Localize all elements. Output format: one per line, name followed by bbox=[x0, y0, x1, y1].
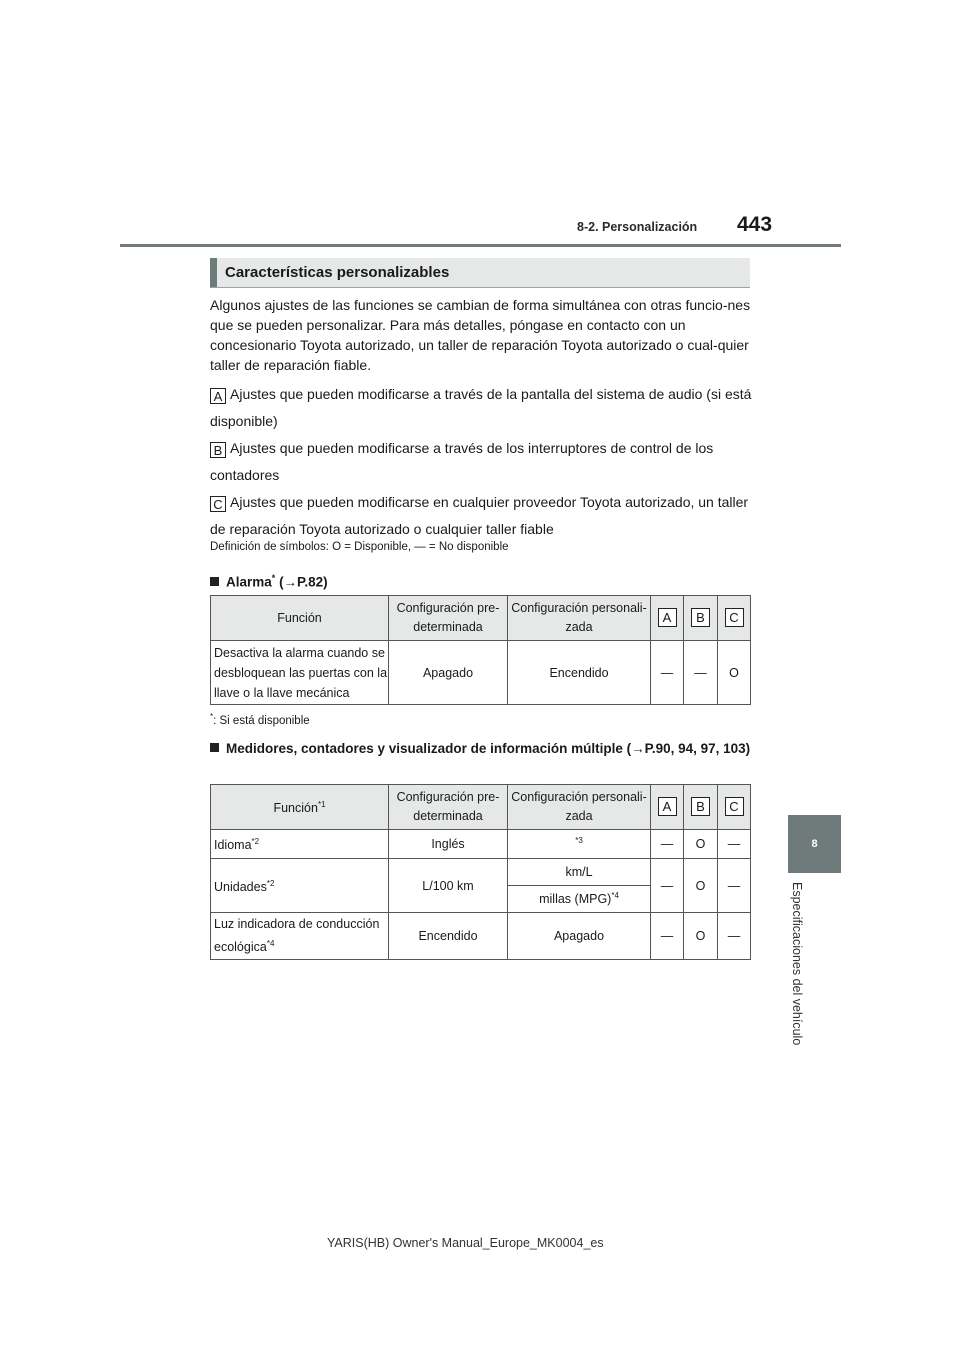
col-b bbox=[684, 785, 718, 830]
meters-table bbox=[210, 784, 751, 960]
legend-item-a bbox=[210, 381, 755, 435]
cell-b: O bbox=[684, 830, 718, 859]
alarm-heading bbox=[210, 568, 750, 593]
col-c bbox=[718, 785, 751, 830]
alarm-table bbox=[210, 595, 751, 705]
section-title: Características personalizables bbox=[225, 264, 450, 281]
section-title-bar bbox=[210, 258, 750, 288]
cell-custom bbox=[508, 830, 651, 859]
cell-custom-text: millas (MPG) bbox=[539, 892, 612, 907]
cell-function-sup: *4 bbox=[266, 939, 275, 949]
section-header: 8-2. Personalización bbox=[577, 220, 698, 234]
cell-custom-sup: *3 bbox=[575, 836, 583, 846]
col-c-box: C bbox=[725, 608, 744, 627]
col-c bbox=[718, 596, 751, 641]
cell-function-sup: *2 bbox=[266, 878, 275, 888]
cell-function-text: Unidades bbox=[214, 880, 267, 895]
cell-custom: Encendido bbox=[508, 641, 651, 705]
legend-text-b: Ajustes que pueden modificarse a través de los interruptores de control de los contadores bbox=[210, 440, 714, 483]
cell-b: O bbox=[684, 859, 718, 913]
col-a-box: A bbox=[658, 608, 677, 627]
cell-c: O bbox=[718, 641, 751, 705]
cell-c: — bbox=[718, 913, 751, 960]
col-function-sup: *1 bbox=[317, 800, 326, 810]
cell-b: O bbox=[684, 913, 718, 960]
legend-text-c: Ajustes que pueden modificarse en cualquier proveedor Toyota autorizado, un taller de reparación Toyota autorizado o cualquier taller fiable bbox=[210, 494, 749, 537]
table-row bbox=[211, 641, 751, 705]
alarm-heading-mark: * bbox=[271, 573, 276, 583]
meters-heading bbox=[210, 739, 754, 759]
col-b-box: B bbox=[691, 797, 710, 816]
cell-custom: km/L bbox=[508, 859, 651, 886]
cell-function-text: Idioma bbox=[214, 838, 252, 853]
table-row bbox=[211, 859, 751, 886]
col-function bbox=[211, 785, 389, 830]
chapter-label bbox=[788, 882, 808, 1062]
bullet-square bbox=[210, 743, 219, 752]
col-c-box: C bbox=[725, 797, 744, 816]
col-function-label: Función bbox=[273, 801, 318, 816]
cell-function bbox=[211, 830, 389, 859]
col-a bbox=[651, 785, 684, 830]
legend-item-b bbox=[210, 435, 755, 489]
footnote-mark: * bbox=[210, 712, 214, 721]
cell-a: — bbox=[651, 830, 684, 859]
bullet-square bbox=[210, 577, 219, 586]
cell-function bbox=[211, 913, 389, 960]
col-function: Función bbox=[211, 596, 389, 641]
legend-item-c bbox=[210, 489, 755, 543]
cell-custom-sup: *4 bbox=[611, 891, 619, 901]
page-number: 443 bbox=[737, 213, 773, 236]
alarm-footnote bbox=[210, 712, 310, 727]
table-row bbox=[211, 830, 751, 859]
col-default: Configuración pre-determinada bbox=[389, 596, 508, 641]
cell-default: Apagado bbox=[389, 641, 508, 705]
cell-b: — bbox=[684, 641, 718, 705]
intro-paragraph: Algunos ajustes de las funciones se cambian de forma simultánea con otras funcio-nes que se pueden personalizar. Para más detalles, póngase en contacto con un concesionario Toyota autorizado, un taller de reparación Toyota autorizado o cual-quier taller de reparación fiable. bbox=[210, 297, 751, 373]
footer-manual-id: YARIS(HB) Owner's Manual_Europe_MK0004_es bbox=[327, 1236, 604, 1250]
col-b bbox=[684, 596, 718, 641]
cell-default: Inglés bbox=[389, 830, 508, 859]
col-custom: Configuración personali-zada bbox=[508, 596, 651, 641]
section-title-marker bbox=[210, 258, 217, 287]
footnote-text: : Si está disponible bbox=[213, 714, 310, 727]
header-rule bbox=[120, 244, 841, 247]
cell-function: Desactiva la alarma cuando se desbloquean las puertas con la llave o la llave mecánica bbox=[211, 641, 389, 705]
chapter-label-text: Especificaciones del vehículo bbox=[790, 882, 804, 1046]
cell-c: — bbox=[718, 830, 751, 859]
col-a-box: A bbox=[658, 797, 677, 816]
cell-custom bbox=[508, 886, 651, 913]
cell-function-text: Luz indicadora de conducción ecológica bbox=[214, 917, 380, 955]
legend-box-a: A bbox=[210, 388, 226, 404]
cell-a: — bbox=[651, 641, 684, 705]
alarm-heading-ref: (→P.82) bbox=[279, 574, 328, 590]
cell-default: Encendido bbox=[389, 913, 508, 960]
alarm-heading-text: Alarma bbox=[226, 574, 272, 590]
cell-custom: Apagado bbox=[508, 913, 651, 960]
cell-a: — bbox=[651, 859, 684, 913]
symbols-note: Definición de símbolos: O = Disponible, — = No disponible bbox=[210, 541, 509, 553]
col-default: Configuración pre-determinada bbox=[389, 785, 508, 830]
chapter-tab: 8 bbox=[788, 815, 841, 873]
legend-text-a: Ajustes que pueden modificarse a través de la pantalla del sistema de audio (si está disponible) bbox=[210, 386, 752, 429]
legend-box-c: C bbox=[210, 496, 226, 512]
legend-box-b: B bbox=[210, 442, 226, 458]
table-header-row bbox=[211, 596, 751, 641]
cell-a: — bbox=[651, 913, 684, 960]
meters-heading-text: Medidores, contadores y visualizador de información múltiple (→P.90, 94, 97, 103) bbox=[226, 741, 751, 756]
cell-c: — bbox=[718, 859, 751, 913]
cell-function bbox=[211, 859, 389, 913]
cell-default: L/100 km bbox=[389, 859, 508, 913]
cell-function-sup: *2 bbox=[251, 837, 260, 847]
table-row bbox=[211, 913, 751, 960]
table-header-row bbox=[211, 785, 751, 830]
col-custom: Configuración personali-zada bbox=[508, 785, 651, 830]
col-b-box: B bbox=[691, 608, 710, 627]
col-a bbox=[651, 596, 684, 641]
